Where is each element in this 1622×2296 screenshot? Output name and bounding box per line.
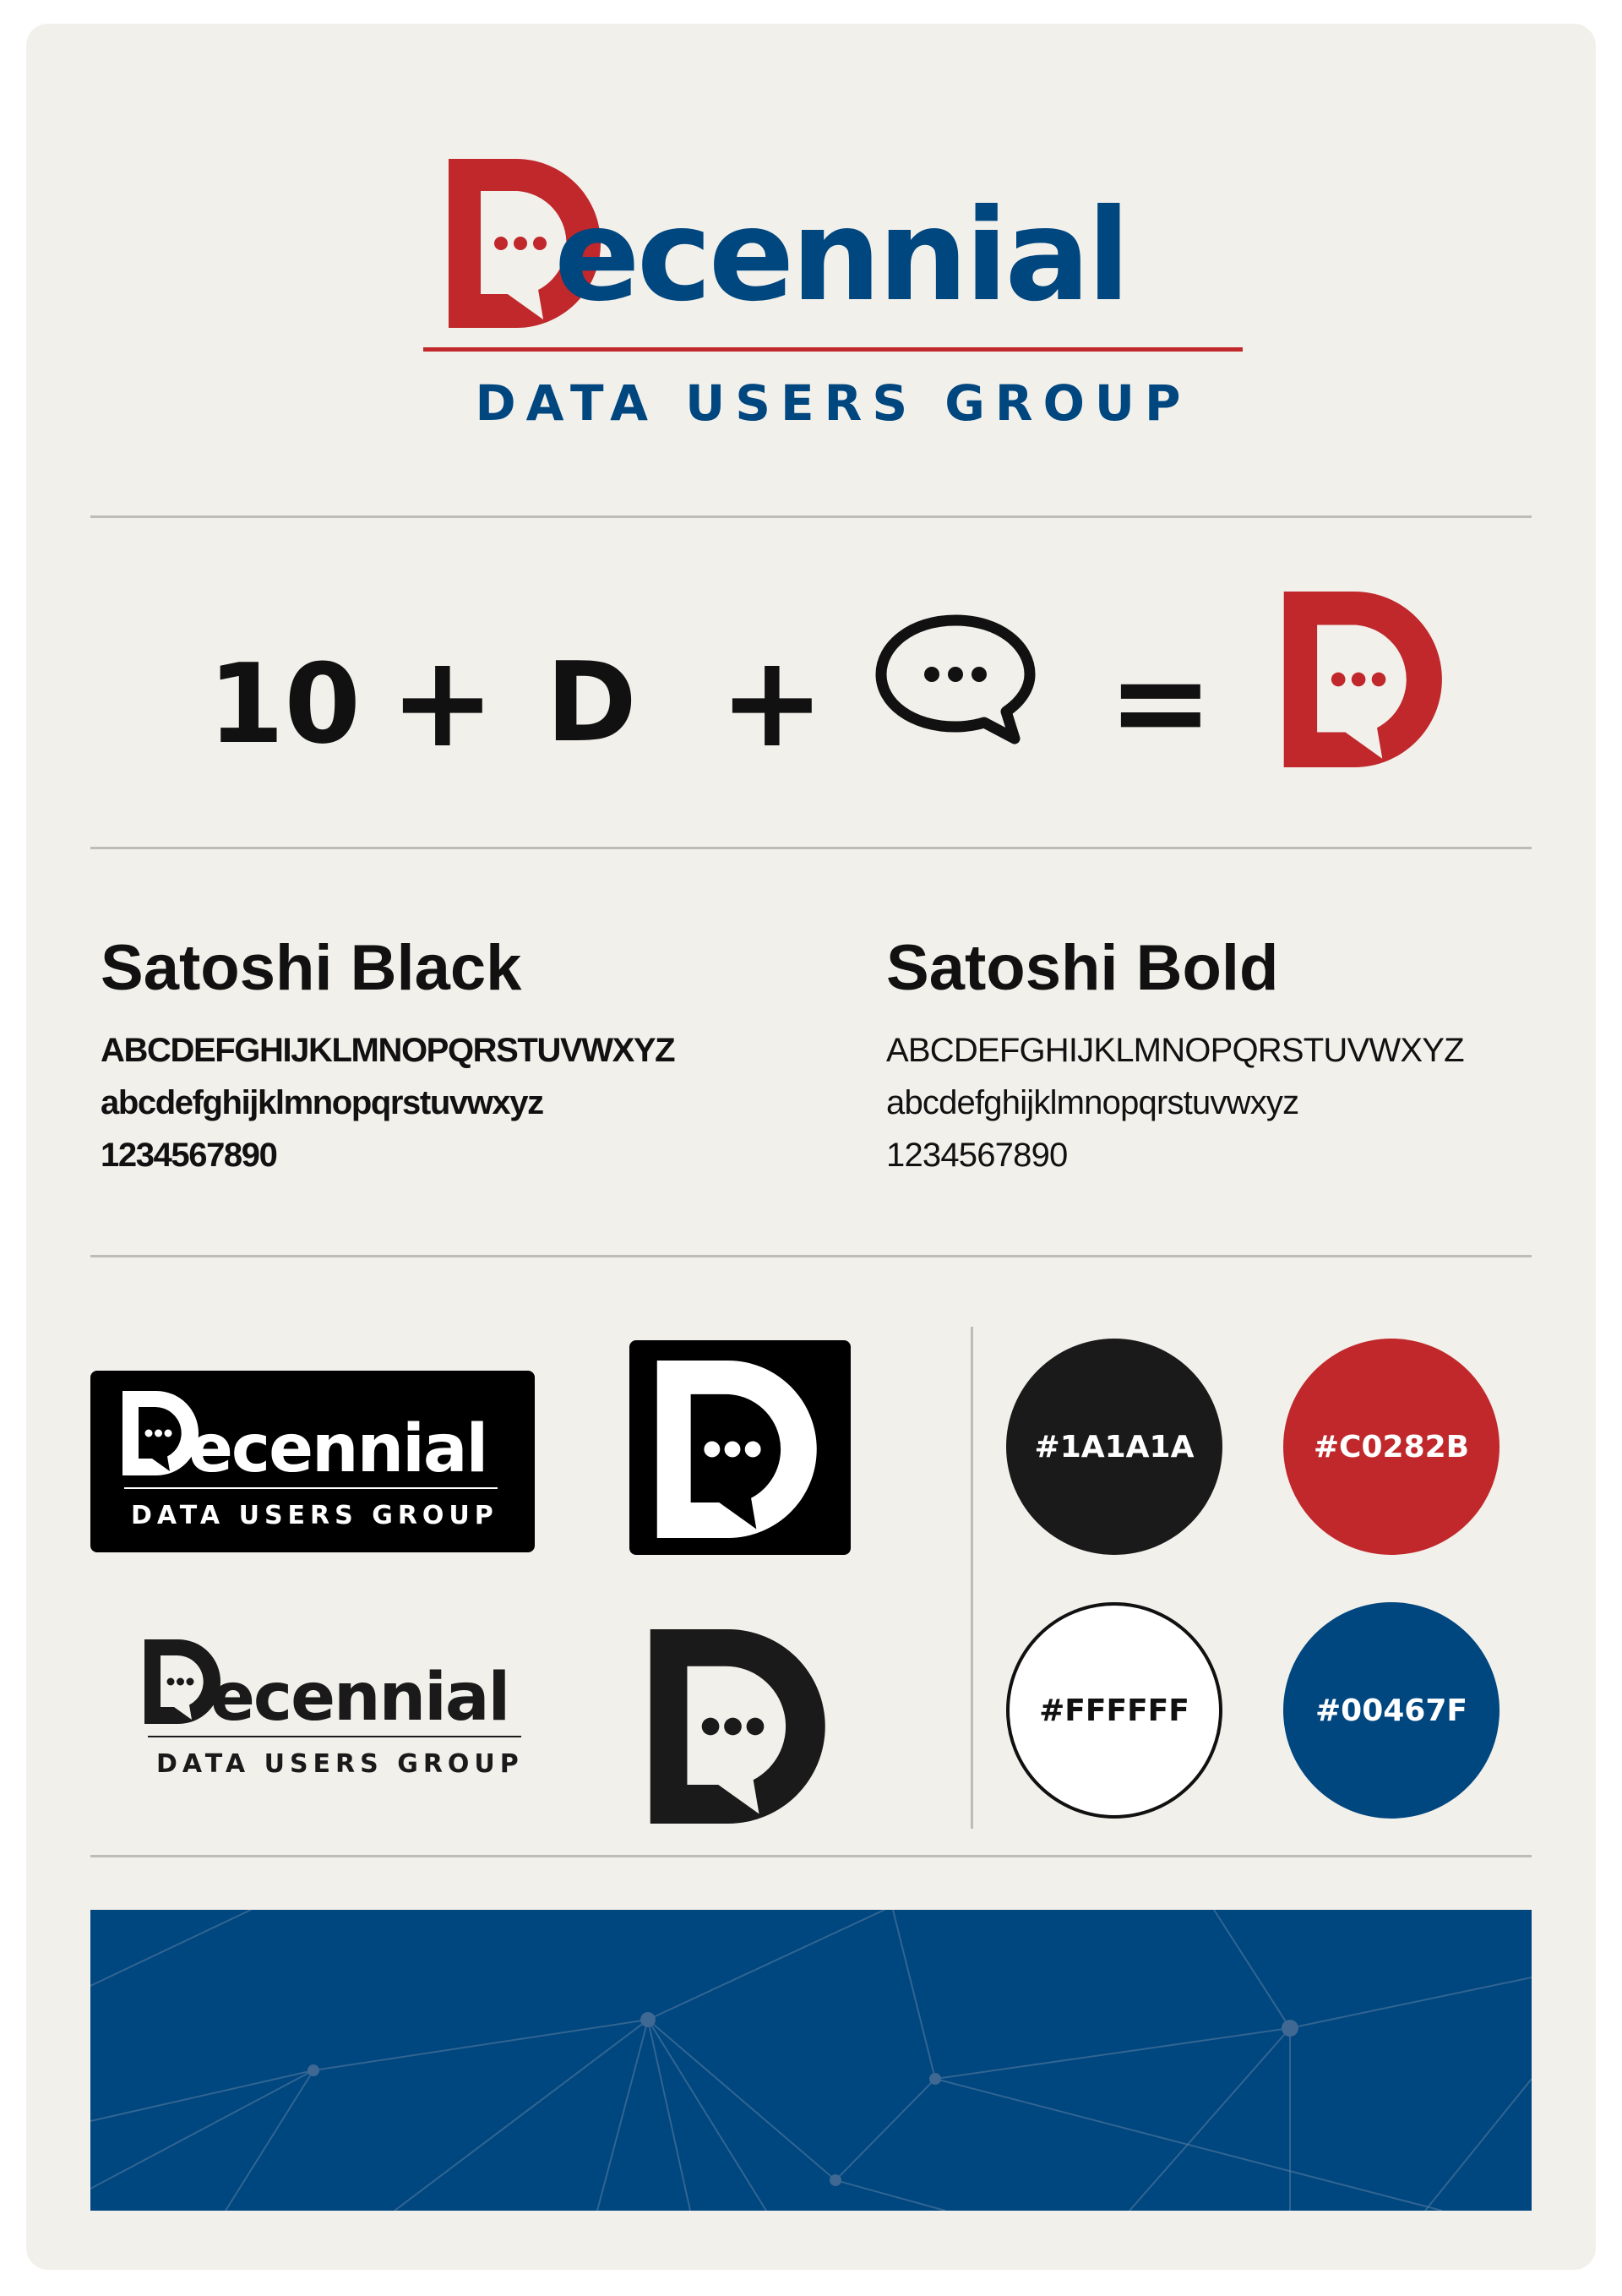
section-divider — [90, 515, 1532, 518]
logo-wordmark: ecennial — [210, 1660, 509, 1736]
logo-variant-inverse-icon — [629, 1340, 851, 1555]
section-divider — [90, 1855, 1532, 1857]
font-name: Satoshi Bold — [886, 932, 1279, 1004]
network-lines — [90, 1910, 1532, 2211]
font-specimen-satoshi-black — [101, 932, 793, 1181]
color-swatch-black — [1006, 1339, 1222, 1555]
d-logo-icon-dark — [650, 1629, 835, 1824]
color-swatch-blue — [1283, 1602, 1500, 1819]
swatch-label: #FFFFFF — [1039, 1693, 1189, 1728]
logo-tagline: DATA USERS GROUP — [131, 1501, 498, 1530]
section-divider — [90, 847, 1532, 849]
logo-underline — [148, 1736, 521, 1737]
equation-plus-2: + — [719, 629, 825, 776]
font-lowercase: abcdefghijklmnopqrstuvwxyz — [886, 1084, 1299, 1121]
font-name: Satoshi Black — [101, 932, 522, 1004]
equation-term-ten: 10 — [208, 640, 361, 768]
logo-wordmark: ecennial — [188, 1411, 487, 1487]
color-swatch-white — [1006, 1602, 1222, 1819]
primary-logo — [423, 134, 1243, 472]
logo-underline — [124, 1487, 498, 1489]
font-specimen-satoshi-bold — [886, 932, 1579, 1181]
logo-tagline: DATA USERS GROUP — [156, 1749, 524, 1779]
brand-network-pattern — [90, 1910, 1532, 2211]
swatch-label: #C0282B — [1313, 1429, 1470, 1464]
speech-bubble-icon — [871, 605, 1040, 749]
logo-wordmark: ecennial — [554, 183, 1128, 330]
vertical-divider — [971, 1327, 973, 1829]
logo-tagline: DATA USERS GROUP — [475, 374, 1191, 432]
font-digits: 1234567890 — [886, 1137, 1068, 1174]
logo-variant-dark-horizontal — [119, 1639, 563, 1821]
equation-equals: = — [1108, 629, 1214, 776]
font-lowercase: abcdefghijklmnopqrstuvwxyz — [101, 1084, 543, 1121]
swatch-label: #1A1A1A — [1034, 1429, 1195, 1464]
swatch-label: #00467F — [1315, 1693, 1467, 1728]
font-uppercase: ABCDEFGHIJKLMNOPQRSTUVWXYZ — [886, 1032, 1464, 1069]
brand-guide-card — [26, 24, 1596, 2270]
font-uppercase: ABCDEFGHIJKLMNOPQRSTUVWXYZ — [101, 1032, 675, 1069]
d-logo-icon — [655, 1361, 828, 1538]
logo-variant-inverse-horizontal — [90, 1371, 535, 1552]
decennial-d-logo-icon — [1276, 592, 1458, 767]
font-digits: 1234567890 — [101, 1137, 277, 1174]
equation-plus-1: + — [389, 629, 496, 776]
color-swatch-red — [1283, 1339, 1500, 1555]
section-divider — [90, 1255, 1532, 1257]
logo-underline — [423, 347, 1243, 352]
equation-term-d: D — [546, 638, 637, 766]
